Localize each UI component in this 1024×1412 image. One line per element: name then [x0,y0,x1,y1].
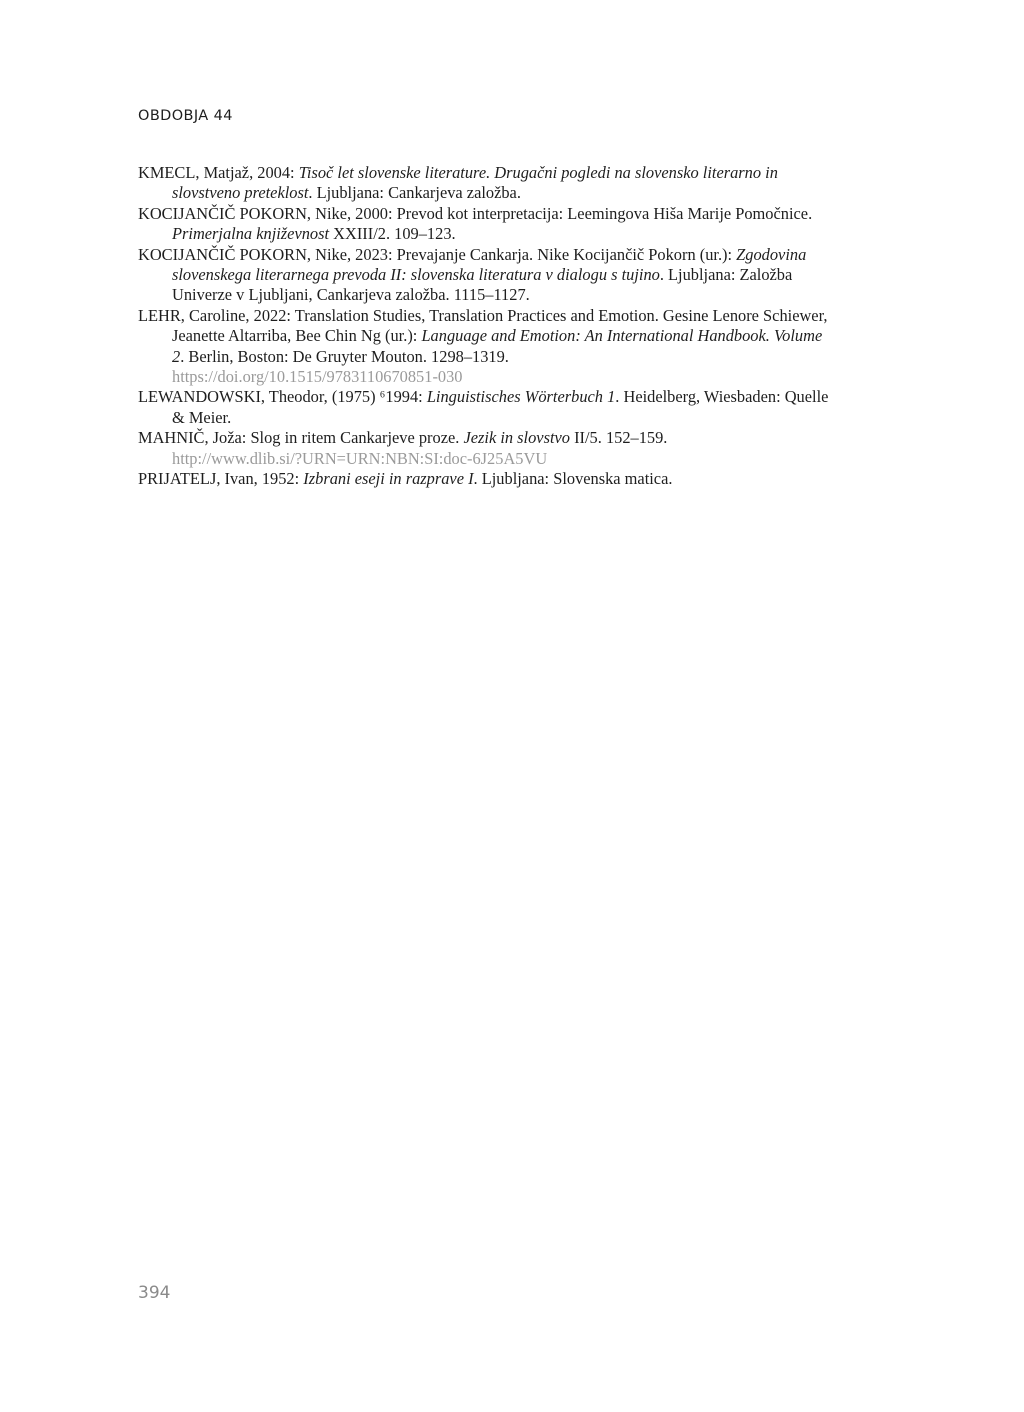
reference-lead: KMECL, Matjaž, 2004: [138,163,299,182]
reference-entry [138,387,838,428]
reference-tail: . Ljubljana: Založba Univerze v Ljubljani, Cankarjeva založba. 1115–1127. [172,265,793,305]
reference-tail: . Ljubljana: Slovenska matica. [473,469,673,489]
reference-lead: PRIJATELJ, Ivan, 1952: [138,469,304,489]
reference-title: Izbrani eseji in razprave I [303,469,474,489]
reference-title: Primerjalna književnost [172,224,330,244]
reference-lead: KOCIJANČIČ POKORN, Nike, 2000: Prevod kot interpretacija: Leemingova Hiša Marije Pomočnice. [138,203,813,223]
running-head: OBDOBJA 44 [138,108,233,124]
reference-tail: . Heidelberg, Wiesbaden: Quelle & Meier. [172,387,829,427]
reference-url-link[interactable]: https://doi.org/10.1515/9783110670851-030 [172,367,463,387]
reference-entry [138,204,838,245]
page-number: 394 [138,1283,171,1303]
reference-tail: II/5. 152–159. [569,428,668,448]
reference-title: Linguistisches Wörterbuch 1 [426,387,616,407]
reference-title: Tisoč let slovenske literature. Drugačni pogledi na slovensko literarno in slovstveno preteklost [172,163,778,203]
reference-lead: KOCIJANČIČ POKORN, Nike, 2023: Prevajanje Cankarja. Nike Kocijančič Pokorn (ur.): [138,244,737,264]
reference-list [138,163,838,490]
reference-title: Jezik in slovstvo [463,428,570,448]
reference-url-link[interactable]: http://www.dlib.si/?URN=URN:NBN:SI:doc-6J25A5VU [172,448,548,468]
reference-entry [138,428,838,469]
reference-tail: XXIII/2. 109–123. [329,224,456,244]
reference-tail: . Berlin, Boston: De Gruyter Mouton. 1298–1319. [180,346,509,366]
reference-tail: . Ljubljana: Cankarjeva založba. [308,183,521,203]
reference-entry [138,306,838,388]
reference-title: Zgodovina slovenskega literarnega prevoda II: slovenska literatura v dialogu s tujino [172,244,807,285]
reference-lead: LEWANDOWSKI, Theodor, (1975) ⁶1994: [138,387,427,407]
reference-lead: LEHR, Caroline, 2022: Translation Studies, Translation Practices and Emotion. Gesine Lenore Schiewer, Jeanette Altarriba, Bee Chin Ng (ur.): [138,305,828,346]
reference-lead: MAHNIČ, Joža: Slog in ritem Cankarjeve proze. [138,428,464,448]
reference-entry [138,163,838,204]
reference-entry [138,245,838,306]
reference-title: Language and Emotion: An International Handbook. Volume 2 [172,326,823,366]
reference-entry [138,469,838,489]
